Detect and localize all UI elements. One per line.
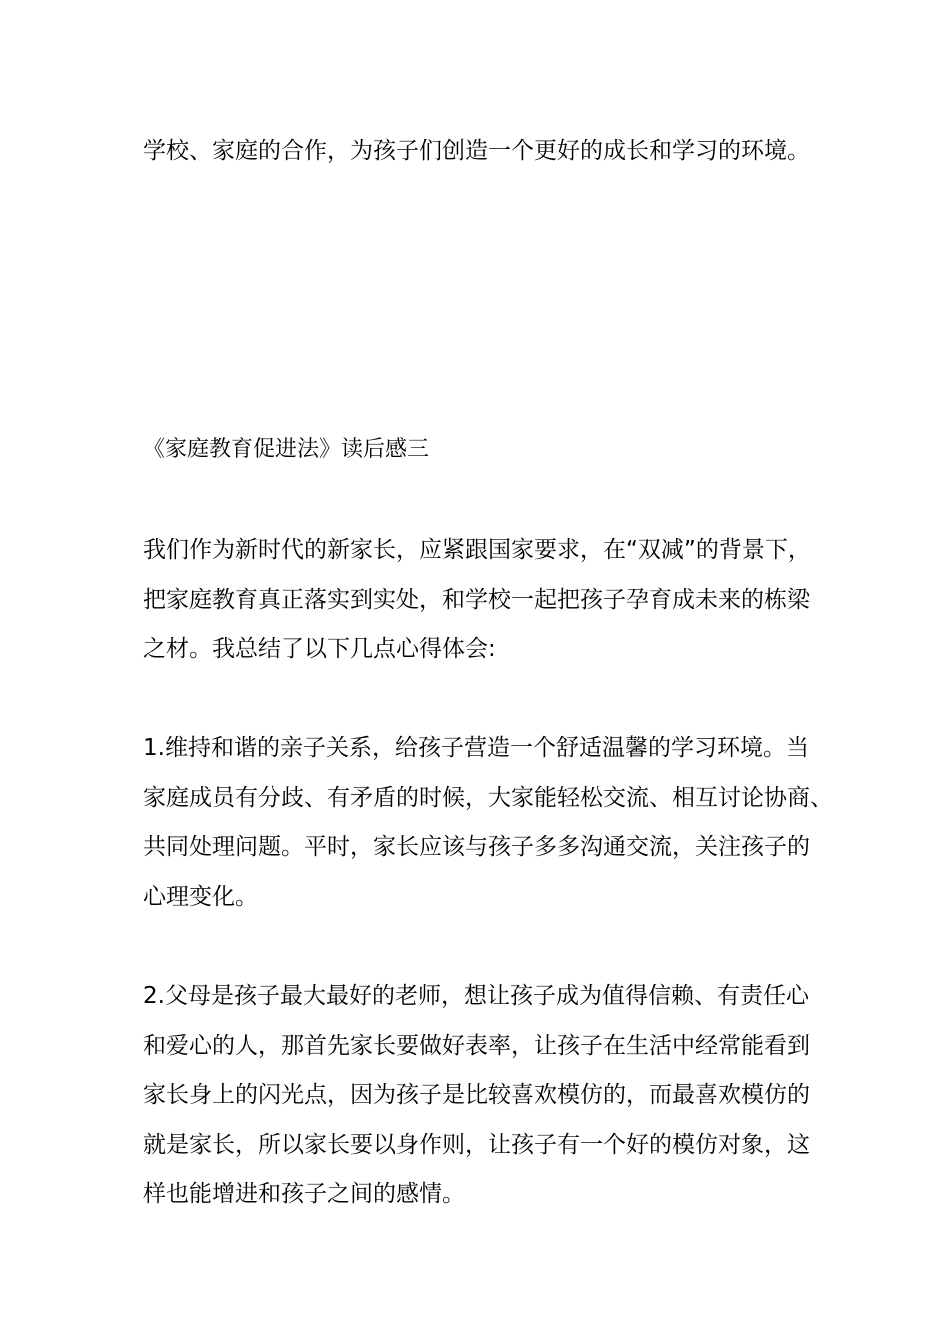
paragraph-line: 共同处理问题。平时，家长应该与孩子多多沟通交流，关注孩子的	[143, 834, 810, 860]
paragraph-line: 家庭成员有分歧、有矛盾的时候，大家能轻松交流、相互讨论协商、	[143, 785, 833, 811]
section-heading: 《家庭教育促进法》读后感三	[143, 437, 430, 462]
continuation-text: 学校、家庭的合作，为孩子们创造一个更好的成长和学习的环境。	[143, 138, 810, 164]
paragraph-line: 和爱心的人，那首先家长要做好表率，让孩子在生活中经常能看到	[143, 1033, 810, 1059]
paragraph-line: 之材。我总结了以下几点心得体会:	[143, 636, 496, 662]
paragraph-line: 1.维持和谐的亲子关系，给孩子营造一个舒适温馨的学习环境。当	[143, 735, 809, 761]
paragraph-line: 样也能增进和孩子之间的感情。	[143, 1181, 465, 1207]
paragraph-line: 2.父母是孩子最大最好的老师，想让孩子成为值得信赖、有责任心	[143, 983, 809, 1009]
paragraph-line: 家长身上的闪光点，因为孩子是比较喜欢模仿的，而最喜欢模仿的	[143, 1082, 810, 1108]
paragraph-line: 我们作为新时代的新家长，应紧跟国家要求，在“双减”的背景下，	[143, 537, 811, 563]
paragraph-line: 就是家长，所以家长要以身作则，让孩子有一个好的模仿对象，这	[143, 1132, 810, 1158]
paragraph-line: 心理变化。	[143, 884, 258, 910]
paragraph-line: 把家庭教育真正落实到实处，和学校一起把孩子孕育成未来的栋梁	[143, 587, 810, 613]
